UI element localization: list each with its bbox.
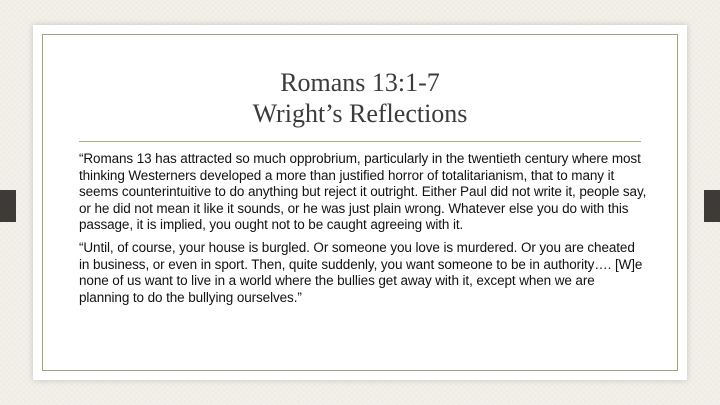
quote-paragraph-1: “Romans 13 has attracted so much opprobrium, particularly in the twentieth century where most thinking Westerners developed a more than justified horror of totalitarianism, that to many it seems counterintuitive to do anything but reject it outright. Either Paul did not write it, people say, or he did not mean it like it sounds, or he was just plain wrong. Whatever else you do with this passage, it is implied, you ought not to be caught agreeing with it. [79, 151, 647, 233]
slide-card [33, 25, 687, 380]
left-edge-tab [0, 190, 16, 222]
quote-paragraph-2: “Until, of course, your house is burgled. Or someone you love is murdered. Or you are cheated in business, or even in sport. Then, quite suddenly, you want someone to be in authority…. [W]e none of us want to live in a world where the bullies get away with it, except when we are planning to do the bullying ourselves.” [79, 239, 643, 305]
slide-body [79, 151, 647, 312]
slide-title [33, 67, 687, 129]
title-line-2: Wright’s Reflections [252, 99, 468, 128]
right-edge-tab [704, 190, 720, 222]
title-line-1: Romans 13:1-7 [280, 68, 440, 97]
title-divider [79, 141, 641, 142]
